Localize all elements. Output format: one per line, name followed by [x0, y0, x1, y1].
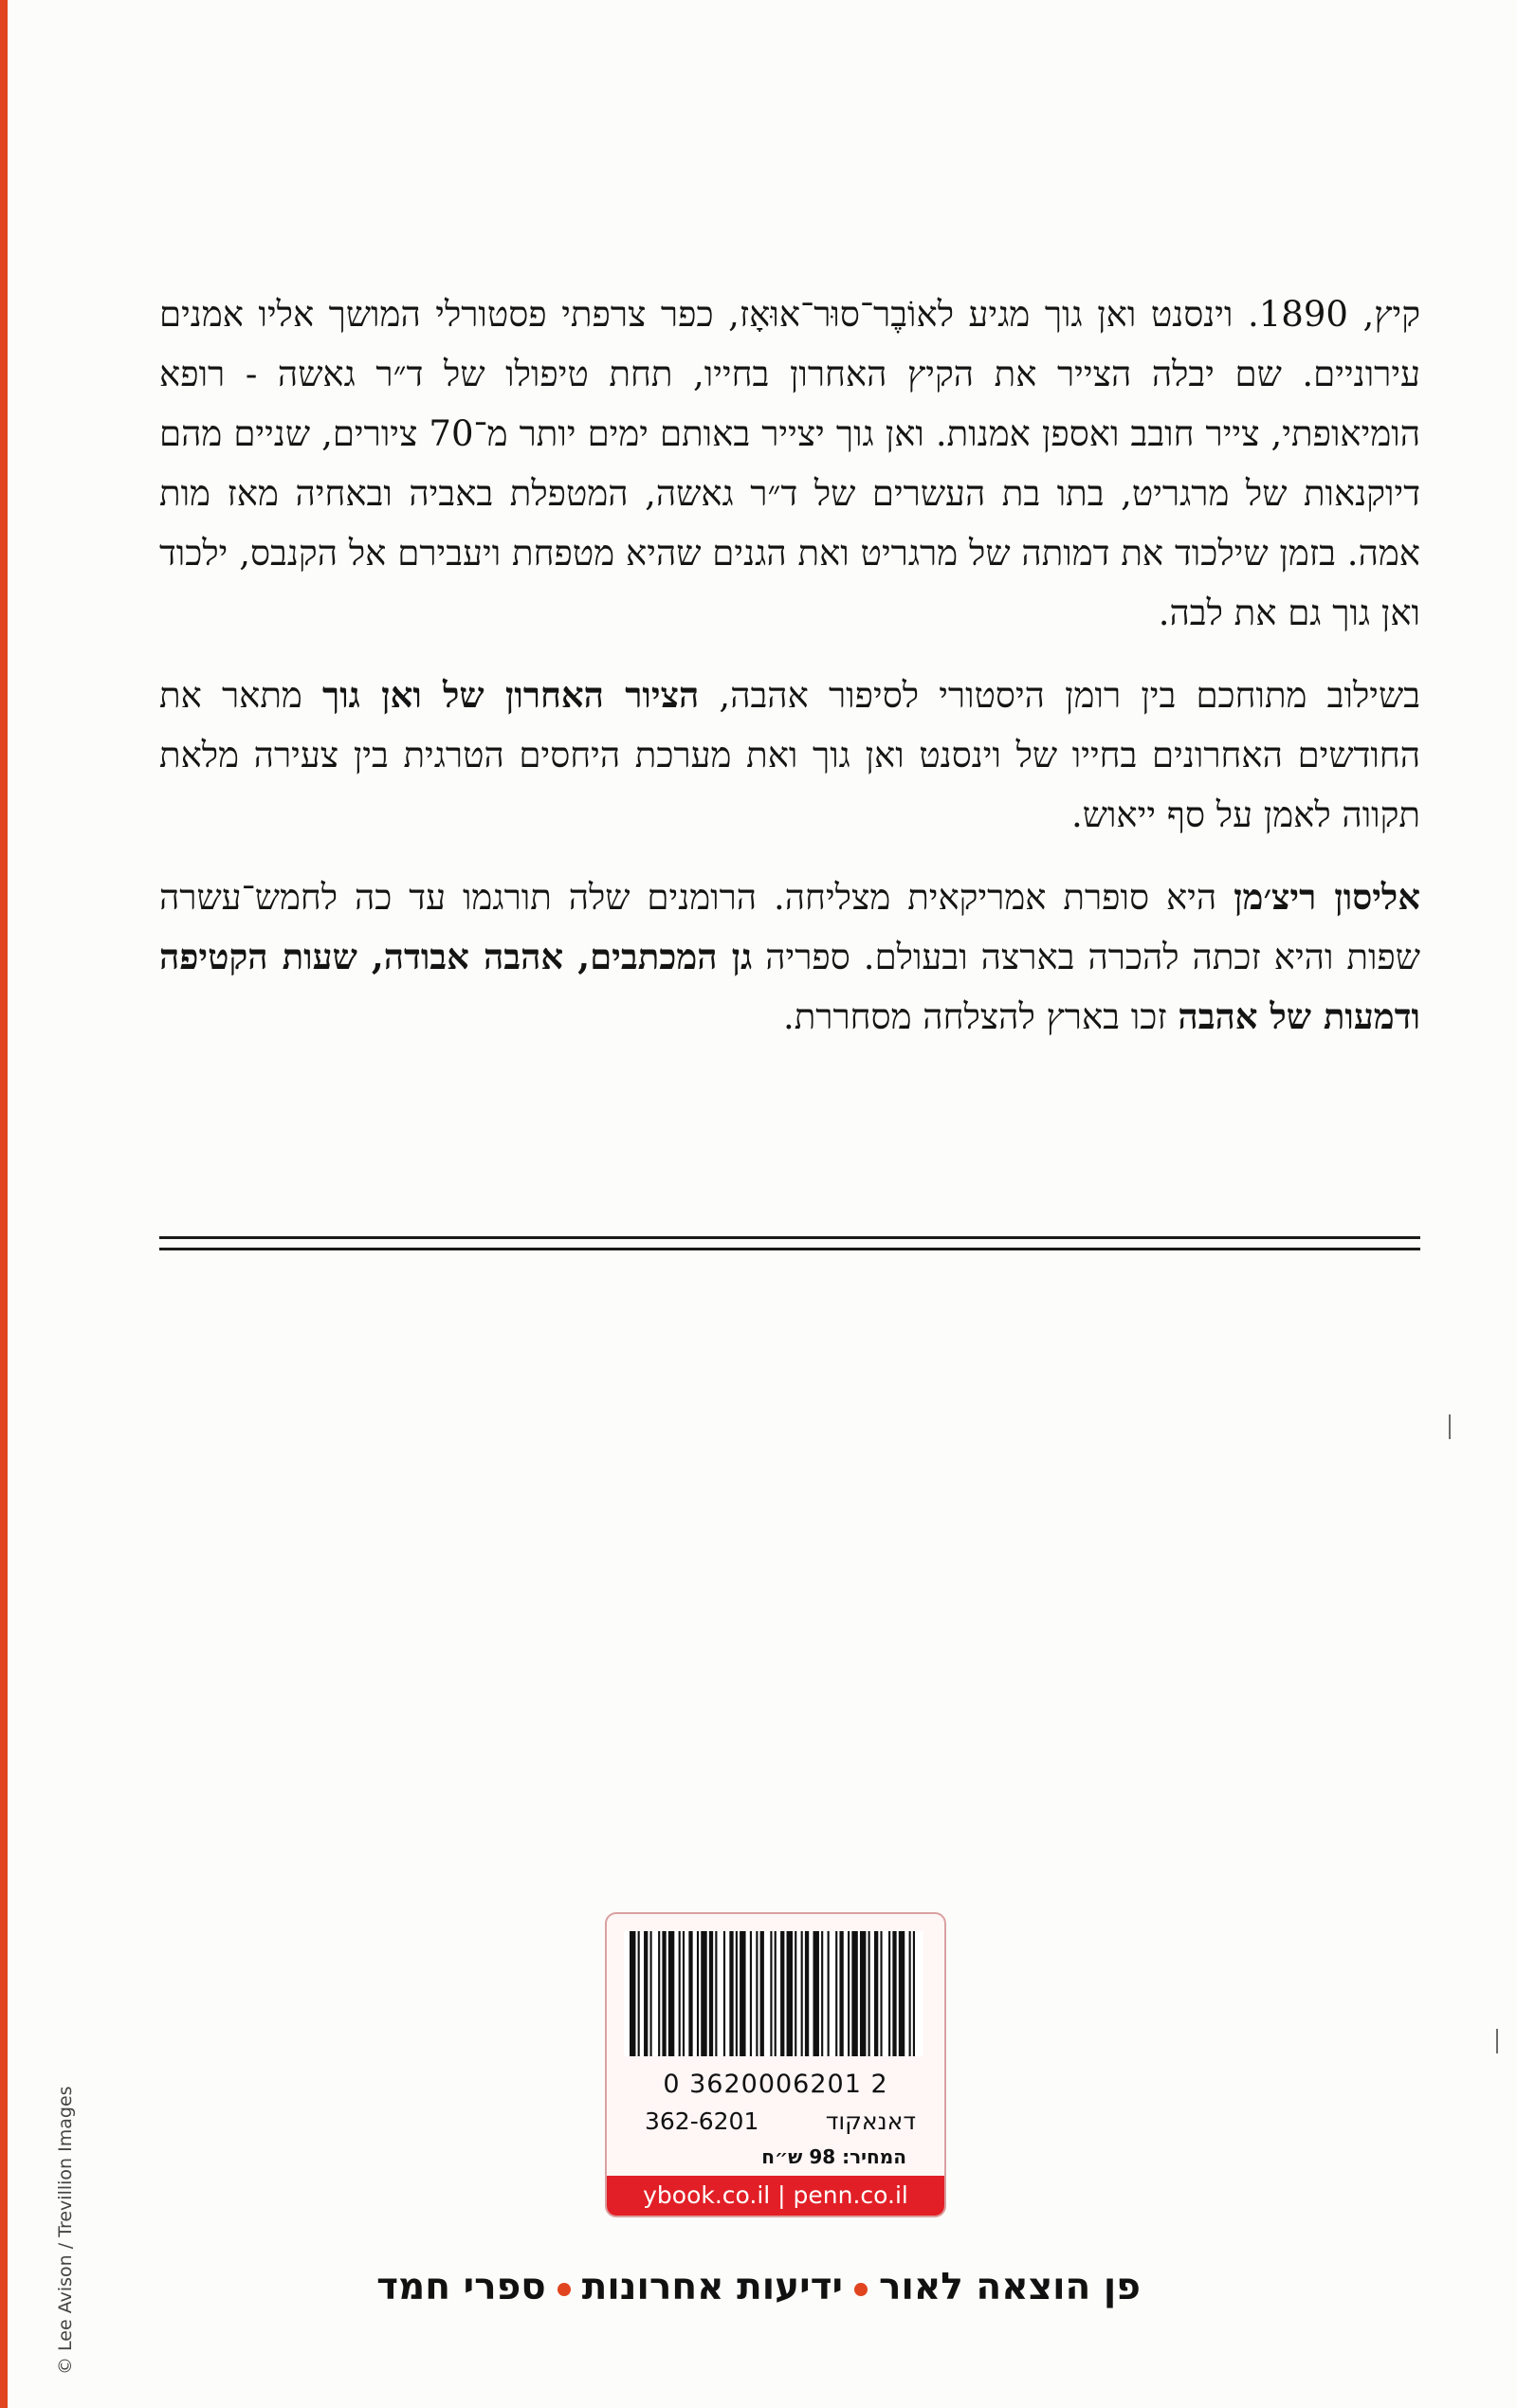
- barcode: [624, 1931, 923, 2056]
- barcode-bar: [683, 1931, 685, 2056]
- author-bio: [159, 867, 1420, 1047]
- barcode-bar: [868, 1931, 870, 2056]
- other-books: גן המכתבים, אהבה אבודה, שעות הקטיפה ודמעות של אהבה: [159, 936, 1420, 1037]
- barcode-bar: [851, 1931, 857, 2056]
- blurb-text: זכו בארץ להצלחה מסחררת.: [782, 996, 1179, 1037]
- barcode-bar: [828, 1931, 830, 2056]
- barcode-bar: [909, 1931, 911, 2056]
- barcode-bar: [874, 1931, 878, 2056]
- barcode-bar: [801, 1931, 803, 2056]
- barcode-bar: [668, 1931, 674, 2056]
- barcode-bar: [839, 1931, 843, 2056]
- book-title: הציור האחרון של ואן גוך: [322, 674, 700, 716]
- publisher-yedioth: ידיעות אחרונות: [581, 2266, 843, 2308]
- barcode-bar: [888, 1931, 890, 2056]
- barcode-bar: [805, 1931, 809, 2056]
- barcode-bar: [638, 1931, 640, 2056]
- barcode-bar: [736, 1931, 738, 2056]
- barcode-bar: [630, 1931, 635, 2056]
- dannacode-label: דאנאקוד: [825, 2107, 916, 2135]
- back-cover-blurb: [159, 284, 1420, 1069]
- barcode-bar: [740, 1931, 745, 2056]
- barcode-bar: [709, 1931, 713, 2056]
- photo-credit: © Lee Avison / Trevillion Images: [55, 2086, 76, 2375]
- barcode-bar: [848, 1931, 850, 2056]
- blurb-text: בשילוב מתוחכם בין רומן היסטורי לסיפור אהבה,: [699, 675, 1421, 716]
- dannacode-value: 362-6201: [645, 2107, 759, 2135]
- separator-dot: [557, 2283, 571, 2296]
- barcode-bar: [860, 1931, 866, 2056]
- barcode-bar: [644, 1931, 648, 2056]
- barcode-bar: [775, 1931, 777, 2056]
- barcode-bar: [760, 1931, 764, 2056]
- blurb-text: היא סופרת אמריקאית מצליחה. הרומנים שלה תורגמו עד כה לחמש־עשרה שפות והיא זכתה להכרה בארצה ובעולם. ספריה: [159, 877, 1420, 977]
- barcode-bar: [899, 1931, 905, 2056]
- barcode-bar: [756, 1931, 758, 2056]
- barcode-bar: [658, 1931, 660, 2056]
- blurb-paragraph-1: [159, 284, 1420, 643]
- barcode-bar: [662, 1931, 666, 2056]
- trim-mark: [1449, 1414, 1451, 1439]
- publisher-penn: פן הוצאה לאור: [879, 2266, 1141, 2308]
- blurb-text: קיץ, 1890. וינסנט ואן גוך מגיע לאוֹבֶר־סוּר־אוּאָז, כפר צרפתי פסטורלי המושך אליו אמנים עירוניים. שם יבלה הצייר את הקיץ האחרון בחייו, תחת טיפולו של ד״ר גאשה - רופא הומיאופתי, צייר חובב ואספן אמנות. ואן גוך יצייר באותם ימים יותר מ־70 ציורים, שניים מהם דיוקנאות של מרגריט, בתו בת העשרים של ד״ר גאשה, המטפלת באביה ובאחיה מאז מות אמה. בזמן שילכוד את דמותה של מרגריט ואת הגנים שהיא מטפחת ויעבירם אל הקנבס, ילכוד ואן גוך גם את לבה.: [159, 294, 1421, 633]
- barcode-bar: [729, 1931, 733, 2056]
- blurb-paragraph-2: [159, 666, 1420, 845]
- barcode-bar: [913, 1931, 915, 2056]
- barcode-bar: [715, 1931, 717, 2056]
- divider-rule: [159, 1236, 1420, 1239]
- barcode-bar: [701, 1931, 706, 2056]
- barcode-bar: [787, 1931, 793, 2056]
- separator-dot: [854, 2283, 868, 2296]
- spine-edge: [0, 0, 8, 2408]
- author-name: אליסון ריצ׳מן: [1234, 876, 1421, 918]
- barcode-bar: [723, 1931, 725, 2056]
- barcode-bar: [697, 1931, 699, 2056]
- barcode-number: 0 3620006201 2: [663, 2070, 888, 2099]
- barcode-bar: [795, 1931, 796, 2056]
- barcode-bar: [821, 1931, 823, 2056]
- barcode-bar: [688, 1931, 692, 2056]
- publisher-hemed: ספרי חמד: [376, 2266, 546, 2308]
- barcode-bar: [750, 1931, 752, 2056]
- divider-rule: [159, 1248, 1420, 1250]
- trim-mark: [1496, 2029, 1498, 2053]
- barcode-bar: [835, 1931, 837, 2056]
- barcode-bar: [813, 1931, 819, 2056]
- barcode-bar: [770, 1931, 772, 2056]
- barcode-label: [605, 1912, 946, 2217]
- barcode-bar: [679, 1931, 681, 2056]
- publisher-websites: ybook.co.il | penn.co.il: [607, 2176, 944, 2216]
- barcode-bar: [650, 1931, 652, 2056]
- price: המחיר: 98 ש״ח: [761, 2145, 906, 2168]
- blurb-text: מתאר את החודשים האחרונים בחייו של וינסנט ואן גוך ואת מערכת היחסים הטרגית בין צעירה מלאת תקווה לאמן על סף ייאוש.: [159, 675, 1420, 835]
- barcode-bar: [880, 1931, 882, 2056]
- barcode-bar: [780, 1931, 784, 2056]
- barcode-bar: [892, 1931, 896, 2056]
- publisher-line: [284, 2266, 1233, 2308]
